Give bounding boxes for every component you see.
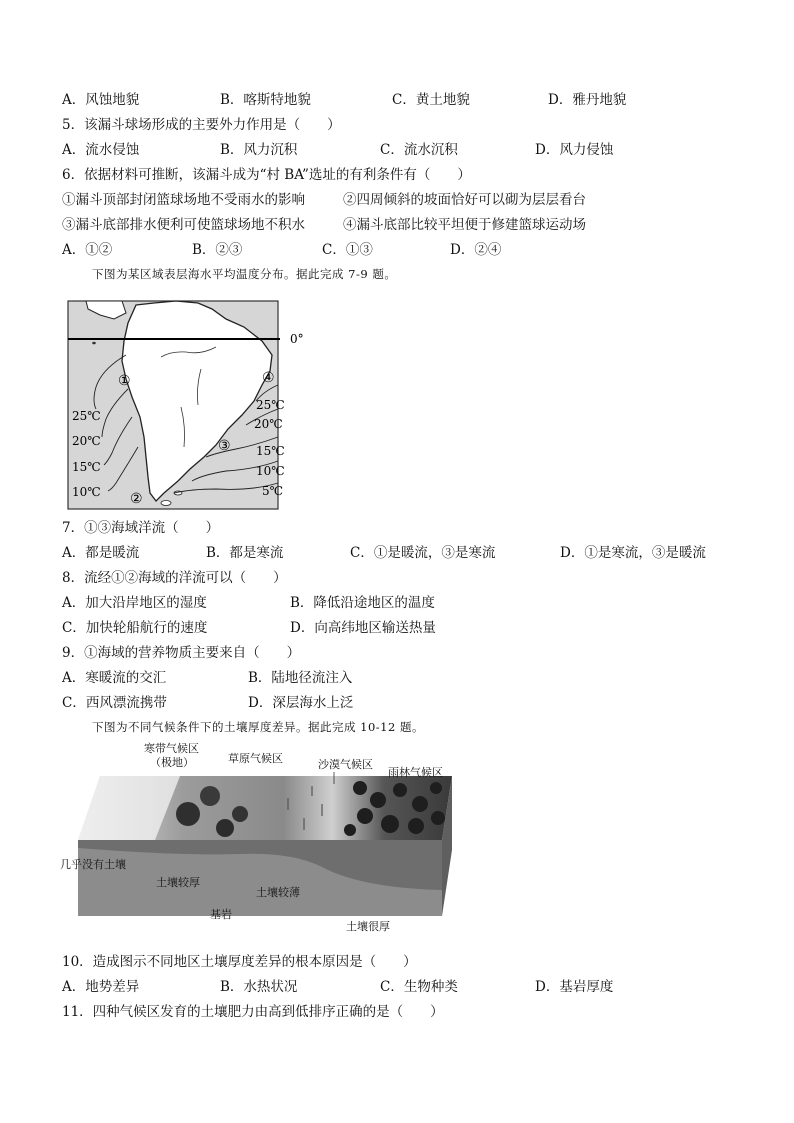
q5-option-a: A．流水侵蚀 — [62, 142, 140, 158]
soil-thickness-diagram — [60, 738, 460, 948]
q7-stem: 7．①③海域洋流（ ） — [62, 520, 220, 536]
isotherm-east-5: 5℃ — [262, 484, 284, 498]
q7-option-d: D．①是寒流，③是暖流 — [560, 545, 706, 561]
q5-stem: 5．该漏斗球场形成的主要外力作用是（ ） — [62, 117, 341, 133]
q11-stem: 11．四种气候区发育的土壤肥力由高到低排序正确的是（ ） — [62, 1004, 444, 1020]
isotherm-west-10: 10℃ — [72, 485, 101, 499]
label-thick-soil: 土壤较厚 — [156, 876, 200, 889]
equator-label: 0° — [290, 332, 304, 346]
marker-2: ② — [130, 491, 143, 507]
isotherm-west-15: 15℃ — [72, 460, 101, 474]
q6-option-a: A．①② — [62, 242, 113, 258]
isotherm-west-25: 25℃ — [72, 409, 101, 423]
isotherm-west-20: 20℃ — [72, 434, 101, 448]
marker-3: ③ — [218, 438, 231, 454]
q8-option-b: B．降低沿途地区的温度 — [290, 595, 435, 611]
q6-statement-4: ④漏斗底部比较平坦便于修建篮球运动场 — [343, 217, 586, 233]
ocean-temperature-map — [66, 297, 316, 512]
q4-option-d: D．雅丹地貌 — [548, 92, 627, 108]
q10-option-a: A．地势差异 — [62, 979, 140, 995]
q5-option-b: B．风力沉积 — [220, 142, 298, 158]
q6-option-d: D．②④ — [450, 242, 502, 258]
q8-option-d: D．向高纬地区输送热量 — [290, 620, 436, 636]
isotherm-east-10: 10℃ — [256, 464, 285, 478]
zone-grassland-label: 草原气候区 — [228, 752, 283, 765]
q9-option-b: B．陆地径流注入 — [248, 670, 353, 686]
q4-option-b: B．喀斯特地貌 — [220, 92, 311, 108]
q8-stem: 8．流经①②海域的洋流可以（ ） — [62, 570, 287, 586]
q4-option-a: A．风蚀地貌 — [62, 92, 140, 108]
q6-statement-2: ②四周倾斜的坡面恰好可以砌为层层看台 — [343, 192, 586, 208]
q10-option-b: B．水热状况 — [220, 979, 298, 995]
zone-tundra-label: 寒带气候区 — [144, 742, 199, 755]
q5-option-c: C．流水沉积 — [380, 142, 458, 158]
intro-10-12: 下图为不同气候条件下的土壤厚度差异。据此完成 10-12 题。 — [92, 720, 424, 734]
q9-option-a: A．寒暖流的交汇 — [62, 670, 167, 686]
isotherm-east-20: 20℃ — [254, 417, 283, 431]
q10-option-c: C．生物种类 — [380, 979, 458, 995]
q9-option-c: C．西风漂流携带 — [62, 695, 167, 711]
tree-4 — [216, 819, 234, 837]
q9-option-d: D．深层海水上泛 — [248, 695, 354, 711]
tree-1 — [200, 786, 220, 806]
q7-option-b: B．都是寒流 — [206, 545, 284, 561]
zone-desert-label: 沙漠气候区 — [318, 758, 373, 771]
zone-tundra-sub-label: （极地） — [150, 756, 194, 769]
marker-1: ① — [118, 373, 131, 389]
q6-statement-1: ①漏斗顶部封闭篮球场地不受雨水的影响 — [62, 192, 305, 208]
q8-option-c: C．加快轮船航行的速度 — [62, 620, 208, 636]
q7-option-a: A．都是暖流 — [62, 545, 140, 561]
q7-option-c: C．①是暖流，③是寒流 — [350, 545, 496, 561]
intro-7-9: 下图为某区域表层海水平均温度分布。据此完成 7-9 题。 — [92, 267, 397, 281]
q6-stem: 6．依据材料可推断，该漏斗成为“村 BA”选址的有利条件有（ ） — [62, 167, 471, 183]
label-very-thick-soil: 土壤很厚 — [346, 920, 390, 933]
q6-statement-3: ③漏斗底部排水便利可使篮球场地不积水 — [62, 217, 305, 233]
q5-option-d: D．风力侵蚀 — [535, 142, 614, 158]
label-no-soil: 几乎没有土壤 — [60, 858, 126, 871]
q4-option-c: C．黄土地貌 — [392, 92, 470, 108]
q6-option-c: C．①③ — [322, 242, 373, 258]
q8-option-a: A．加大沿岸地区的湿度 — [62, 595, 207, 611]
isotherm-east-25: 25℃ — [256, 398, 285, 412]
label-bedrock: 基岩 — [210, 908, 232, 921]
isotherm-east-15: 15℃ — [256, 444, 285, 458]
marker-4: ④ — [262, 370, 275, 386]
zone-rainforest-label: 雨林气候区 — [388, 766, 443, 779]
q6-option-b: B．②③ — [192, 242, 243, 258]
label-thin-soil: 土壤较薄 — [256, 886, 300, 899]
tree-3 — [232, 806, 248, 822]
q10-stem: 10．造成图示不同地区土壤厚度差异的根本原因是（ ） — [62, 954, 417, 970]
tree-2 — [176, 802, 200, 826]
q10-option-d: D．基岩厚度 — [535, 979, 614, 995]
q9-stem: 9．①海域的营养物质主要来自（ ） — [62, 645, 301, 661]
